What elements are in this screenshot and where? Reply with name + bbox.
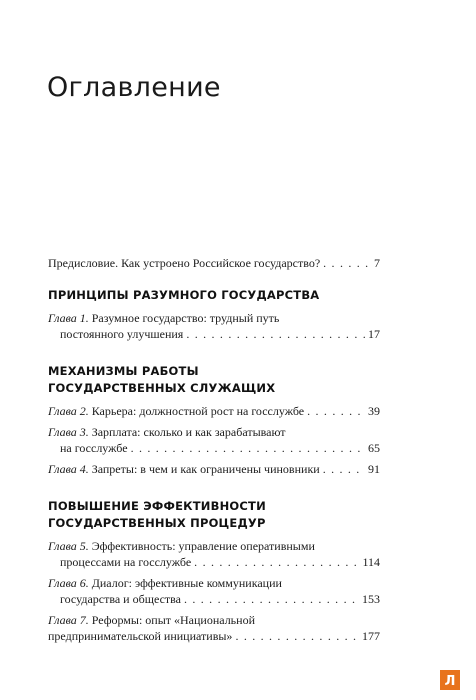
chapter-title-cont: государства и общества: [60, 592, 181, 606]
chapter-title-cont: предпринимательской инициативы»: [48, 629, 233, 643]
table-of-contents: [48, 255, 380, 649]
chapter-title-cont: на госслужбе: [60, 441, 128, 455]
chapter-label: Глава 4.: [48, 462, 89, 476]
part-heading-line: МЕХАНИЗМЫ РАБОТЫ: [48, 364, 199, 378]
dot-leader: [194, 554, 359, 570]
chapter-title: Реформы: опыт «Национальной: [91, 613, 255, 627]
part-heading-line: ПОВЫШЕНИЕ ЭФФЕКТИВНОСТИ: [48, 499, 266, 513]
publisher-logo-icon: [440, 670, 460, 690]
dot-leader: [323, 461, 365, 477]
chapter-label: Глава 3.: [48, 425, 89, 439]
page-number: 177: [362, 629, 380, 643]
toc-chapter-1[interactable]: [48, 310, 380, 342]
chapter-title: Запреты: в чем и как ограничены чиновники: [91, 462, 320, 476]
part-heading: [48, 498, 380, 532]
logo-letter: Л: [444, 674, 456, 689]
chapter-label: Глава 6.: [48, 576, 89, 590]
toc-chapter-3[interactable]: [48, 424, 380, 456]
chapter-title: Эффективность: управление оперативными: [91, 539, 315, 553]
toc-chapter-2[interactable]: [48, 403, 380, 419]
page-number: 39: [368, 404, 380, 418]
chapter-label: Глава 5.: [48, 539, 89, 553]
dot-leader: [184, 591, 359, 607]
page-number: 114: [362, 555, 380, 569]
page-number: 91: [368, 462, 380, 476]
page-number: 153: [362, 592, 380, 606]
toc-chapter-5[interactable]: [48, 538, 380, 570]
toc-chapter-4[interactable]: [48, 461, 380, 477]
dot-leader: [323, 255, 371, 271]
dot-leader: [186, 326, 365, 342]
part-heading-line: ГОСУДАРСТВЕННЫХ СЛУЖАЩИХ: [48, 381, 276, 395]
chapter-label: Глава 1.: [48, 311, 89, 325]
page-title: Оглавление: [47, 72, 221, 103]
dot-leader: [131, 440, 365, 456]
part-heading: [48, 363, 380, 397]
part-heading: [48, 287, 380, 304]
dot-leader: [235, 628, 359, 644]
chapter-title: Разумное государство: трудный путь: [91, 311, 280, 325]
preface-text: Предисловие. Как устроено Российское государство?: [48, 256, 321, 270]
page-number: 65: [368, 441, 380, 455]
chapter-label: Глава 2.: [48, 404, 89, 418]
part-heading-line: ПРИНЦИПЫ РАЗУМНОГО ГОСУДАРСТВА: [48, 288, 320, 302]
chapter-title: Зарплата: сколько и как зарабатывают: [91, 425, 286, 439]
page-number: 17: [368, 327, 380, 341]
chapter-title-cont: процессами на госслужбе: [60, 555, 192, 569]
toc-chapter-6[interactable]: [48, 575, 380, 607]
chapter-title-cont: постоянного улучшения: [60, 327, 184, 341]
dot-leader: [307, 403, 365, 419]
chapter-title: Карьера: должностной рост на госслужбе: [91, 404, 305, 418]
part-heading-line: ГОСУДАРСТВЕННЫХ ПРОЦЕДУР: [48, 516, 266, 530]
chapter-title: Диалог: эффективные коммуникации: [91, 576, 282, 590]
page-number: 7: [374, 256, 380, 270]
toc-preface[interactable]: [48, 255, 380, 271]
chapter-label: Глава 7.: [48, 613, 89, 627]
toc-chapter-7[interactable]: [48, 612, 380, 644]
